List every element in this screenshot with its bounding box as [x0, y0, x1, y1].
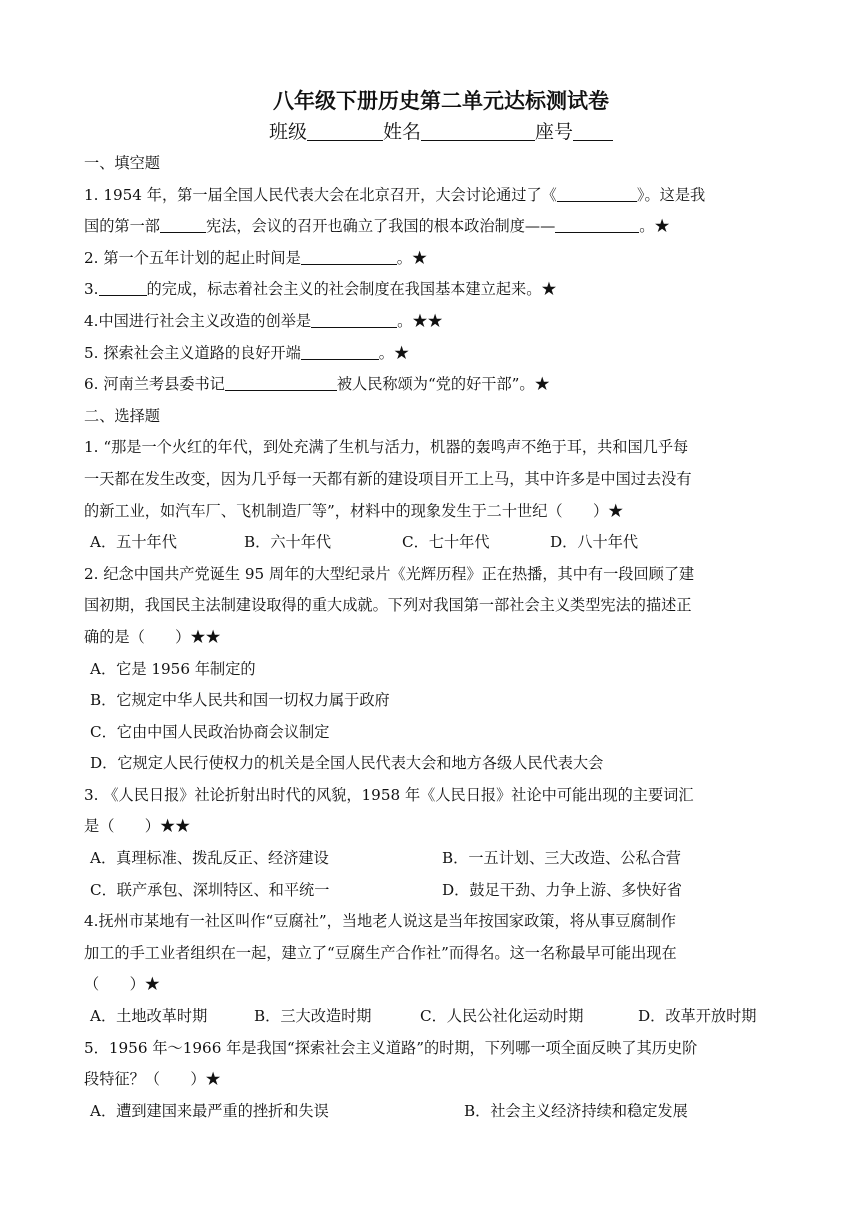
seat-blank[interactable]: [573, 120, 613, 141]
q5-blank[interactable]: [301, 342, 379, 360]
q1-text-c: 国的第一部: [84, 217, 160, 236]
q4-option-d[interactable]: D．改革开放时期: [638, 1007, 757, 1026]
q2-blank[interactable]: [301, 247, 397, 265]
choice-q1-line-1: 1. “那是一个火红的年代，到处充满了生机与活力，机器的轰鸣声不绝于耳，共和国几乎每: [84, 438, 689, 457]
section-heading-choice: 二、选择题: [84, 406, 160, 425]
q1-option-d[interactable]: D．八十年代: [550, 533, 639, 552]
q6-text-b: 被人民称颂为“党的好干部”。★: [336, 375, 550, 394]
choice-q2-line-1: 2. 纪念中国共产党诞生 95 周年的大型纪录片《光辉历程》正在热播，其中有一段回顾了建: [84, 564, 695, 583]
choice-q1-options: [84, 527, 784, 559]
q5-option-b[interactable]: B．社会主义经济持续和稳定发展: [464, 1101, 688, 1120]
q1-text-a: 1. 1954 年，第一届全国人民代表大会在北京召开，大会讨论通过了《: [84, 185, 557, 204]
page-title: 八年级下册历史第二单元达标测试卷: [273, 89, 609, 113]
q4-option-a[interactable]: A．土地改革时期: [90, 1007, 208, 1026]
choice-q5-line-2: 段特征？（ ）★: [84, 1070, 221, 1089]
exam-page: [84, 86, 784, 1127]
q1-text-e: 。★: [639, 217, 670, 236]
choice-q3-options-row-2: [84, 875, 784, 907]
fill-question-2: [84, 243, 784, 275]
q1-option-a[interactable]: A．五十年代: [90, 533, 177, 552]
q1-blank-2[interactable]: [160, 215, 206, 233]
q1-blank-1[interactable]: [557, 184, 637, 202]
choice-q1-line-2: 一天都在发生改变，因为几乎每一天都有新的建设项目开工上马，其中许多是中国过去没有: [84, 469, 692, 488]
q3-option-d[interactable]: D．鼓足干劲、力争上游、多快好省: [442, 880, 682, 899]
q3-blank[interactable]: [99, 278, 147, 296]
choice-q4-line-3: （ ）★: [84, 975, 160, 994]
choice-q4-line-1: 4.抚州市某地有一社区叫作“豆腐社”，当地老人说这是当年按国家政策，将从事豆腐制作: [84, 912, 676, 931]
name-blank[interactable]: [421, 120, 535, 141]
section-heading-fill: 一、填空题: [84, 154, 160, 172]
q5-option-a[interactable]: A．遭到建国来最严重的挫折和失误: [90, 1101, 329, 1120]
q2-option-a[interactable]: A．它是 1956 年制定的: [90, 659, 256, 678]
q2-text-a: 2. 第一个五年计划的起止时间是: [84, 248, 301, 267]
fill-question-3: [84, 274, 784, 306]
q1-text-b: 》。这是我: [636, 185, 706, 204]
fill-question-1: [84, 180, 784, 212]
q5-text-b: 。★: [378, 343, 410, 362]
q3-option-b[interactable]: B．一五计划、三大改造、公私合营: [442, 849, 681, 868]
q5-text-a: 5. 探索社会主义道路的良好开端: [84, 343, 301, 362]
seat-label: 座号: [535, 121, 574, 143]
q4-blank[interactable]: [311, 310, 397, 328]
fill-question-5: [84, 338, 784, 370]
class-label: 班级: [268, 121, 307, 143]
choice-q3-line-1: 3. 《人民日报》社论折射出时代的风貌，1958 年《人民日报》社论中可能出现的主要词汇: [84, 785, 694, 804]
choice-q3-line-2: 是（ ）★★: [84, 817, 191, 836]
choice-q3-options-row-1: [84, 843, 784, 875]
q3-option-a[interactable]: A．真理标准、拨乱反正、经济建设: [90, 849, 329, 868]
choice-q4-options: [84, 1001, 784, 1033]
q1-option-b[interactable]: B．六十年代: [244, 533, 332, 552]
fill-question-4: [84, 306, 784, 338]
q3-text-a: 3.: [84, 280, 99, 299]
q3-text-b: 的完成，标志着社会主义的社会制度在我国基本建立起来。★: [146, 280, 557, 299]
q2-option-c[interactable]: C．它由中国人民政治协商会议制定: [90, 722, 330, 741]
q2-option-d[interactable]: D．它规定人民行使权力的机关是全国人民代表大会和地方各级人民代表大会: [90, 754, 604, 773]
q4-option-c[interactable]: C．人民公社化运动时期: [420, 1007, 584, 1026]
q1-option-c[interactable]: C．七十年代: [402, 533, 490, 552]
choice-q4-line-2: 加工的手工业者组织在一起，建立了“豆腐生产合作社”而得名。这一名称最早可能出现在: [84, 943, 677, 962]
q1-text-d: 宪法，会议的召开也确立了我国的根本政治制度——: [205, 217, 556, 236]
choice-q5-line-1: 5．1956 年～1966 年是我国“探索社会主义道路”的时期，下列哪一项全面反映了其历史阶: [84, 1038, 698, 1057]
fill-question-1-cont: [84, 211, 784, 243]
choice-q5-options: [84, 1096, 784, 1128]
q3-option-c[interactable]: C．联产承包、深圳特区、和平统一: [90, 880, 330, 899]
q2-text-b: 。★: [396, 248, 428, 267]
q1-blank-3[interactable]: [555, 215, 639, 233]
q2-option-b[interactable]: B．它规定中华人民共和国一切权力属于政府: [90, 691, 390, 710]
choice-q2-line-2: 国初期，我国民主法制建设取得的重大成就。下列对我国第一部社会主义类型宪法的描述正: [84, 596, 692, 615]
q4-text-a: 4.中国进行社会主义改造的创举是: [84, 311, 312, 330]
q4-option-b[interactable]: B．三大改造时期: [254, 1007, 372, 1026]
choice-q2-line-3: 确的是（ ）★★: [84, 627, 221, 646]
fill-question-6: [84, 369, 784, 401]
name-label: 姓名: [382, 121, 421, 143]
q6-text-a: 6. 河南兰考县委书记: [84, 375, 225, 394]
class-blank[interactable]: [307, 120, 383, 141]
choice-q1-line-3: 的新工业，如汽车厂、飞机制造厂等”，材料中的现象发生于二十世纪（ ）★: [84, 501, 624, 520]
q6-blank[interactable]: [225, 373, 337, 391]
q4-text-b: 。★★: [397, 311, 443, 330]
student-info-line: [98, 116, 784, 148]
